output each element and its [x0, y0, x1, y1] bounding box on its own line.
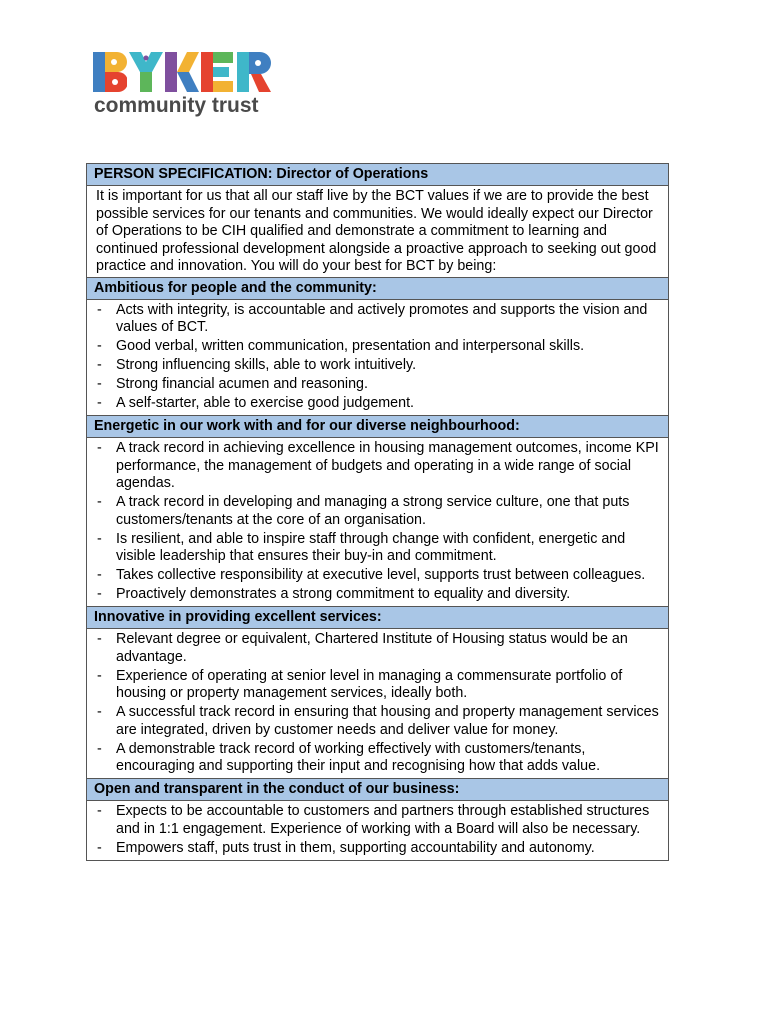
bullet-list	[96, 440, 660, 604]
bullet-item: - Proactively demonstrates a strong commitment to equality and diversity.	[96, 586, 660, 604]
bullet-item: - Strong influencing skills, able to work intuitively.	[96, 357, 660, 375]
section-body	[87, 438, 668, 607]
section-body	[87, 300, 668, 417]
logo-letter-b	[93, 52, 127, 92]
bullet-item: - Good verbal, written communication, presentation and interpersonal skills.	[96, 338, 660, 356]
logo-wordmark	[93, 52, 293, 92]
section-body	[87, 629, 668, 779]
bullet-item: - Experience of operating at senior level in managing a commensurate portfolio of housing or property management services, ideally both.	[96, 668, 660, 703]
spec-title: PERSON SPECIFICATION: Director of Operations	[87, 164, 668, 186]
logo-letter-e	[201, 52, 235, 92]
bullet-list	[96, 803, 660, 857]
person-specification-table	[86, 163, 669, 861]
bullet-item: - Expects to be accountable to customers and partners through established structures and in 1:1 engagement. Experience of working with a Board will also be necessary.	[96, 803, 660, 838]
section-heading: Innovative in providing excellent services:	[87, 607, 668, 629]
section-heading: Ambitious for people and the community:	[87, 278, 668, 300]
bullet-list	[96, 302, 660, 413]
bullet-item: - A track record in achieving excellence in housing management outcomes, income KPI performance, the management of budgets and operating in a wide range of social agendas.	[96, 440, 660, 493]
bullet-item: - Acts with integrity, is accountable and actively promotes and supports the vision and values of BCT.	[96, 302, 660, 337]
bullet-item: - A track record in developing and managing a strong service culture, one that puts customers/tenants at the core of an organisation.	[96, 494, 660, 529]
bullet-list	[96, 631, 660, 776]
section-heading: Energetic in our work with and for our diverse neighbourhood:	[87, 416, 668, 438]
bullet-item: - Relevant degree or equivalent, Chartered Institute of Housing status would be an advantage.	[96, 631, 660, 666]
spec-intro: It is important for us that all our staff live by the BCT values if we are to provide the best possible services for our tenants and communities. We would ideally expect our Director of Operations to be CIH qualified and demonstrate a commitment to learning and continued professional development alongside a proactive approach to seeking out good practice and innovation. You will do your best for BCT by being:	[87, 186, 668, 278]
bullet-item: - Is resilient, and able to inspire staff through change with confident, energetic and visible leadership that ensures their buy-in and commitment.	[96, 531, 660, 566]
section-heading: Open and transparent in the conduct of our business:	[87, 779, 668, 801]
bullet-item: - A successful track record in ensuring that housing and property management services are integrated, driven by customer needs and deliver value for money.	[96, 704, 660, 739]
bullet-item: - Takes collective responsibility at executive level, supports trust between colleagues.	[96, 567, 660, 585]
logo-letter-r	[237, 52, 271, 92]
logo-letter-k	[165, 52, 199, 92]
bullet-item: - Empowers staff, puts trust in them, supporting accountability and autonomy.	[96, 840, 660, 858]
byker-logo	[93, 52, 293, 122]
logo-subtitle: community trust	[94, 94, 259, 117]
bullet-item: - A demonstrable track record of working effectively with customers/tenants, encouraging and supporting their input and recognising how that adds value.	[96, 741, 660, 776]
logo-letter-y	[129, 52, 163, 92]
bullet-item: - A self-starter, able to exercise good judgement.	[96, 395, 660, 413]
bullet-item: - Strong financial acumen and reasoning.	[96, 376, 660, 394]
section-body	[87, 801, 668, 860]
